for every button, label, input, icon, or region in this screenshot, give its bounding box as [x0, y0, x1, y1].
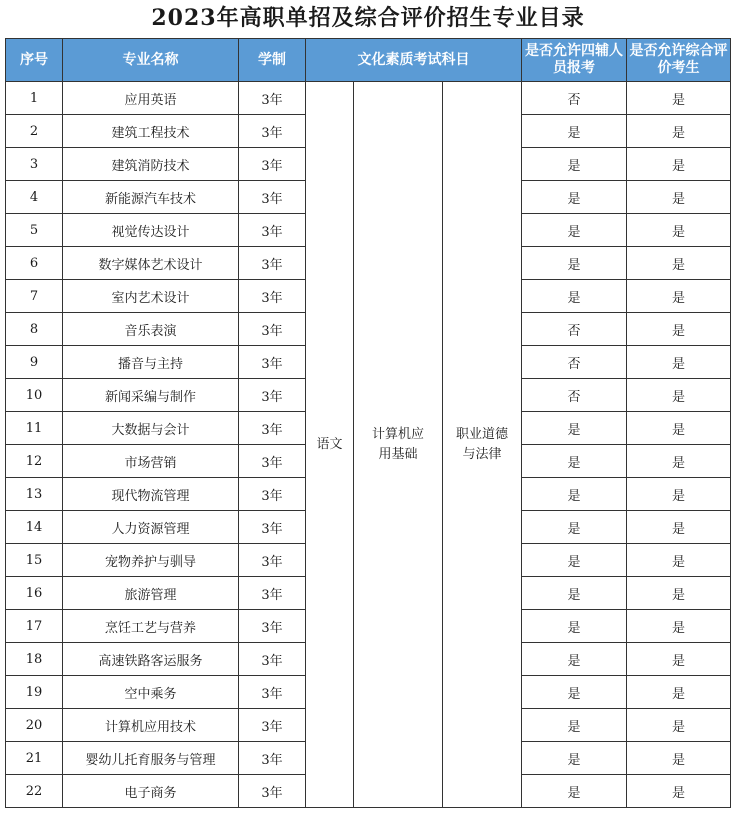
header-row	[6, 39, 731, 82]
header-exam-subjects: 文化素质考试科目	[306, 39, 522, 82]
row-allow-comprehensive: 是	[627, 478, 731, 511]
row-duration: 3年	[239, 115, 306, 148]
row-major-name: 视觉传达设计	[63, 214, 239, 247]
row-allow-siyu: 否	[522, 313, 627, 346]
row-index: 8	[6, 313, 63, 346]
row-index: 18	[6, 643, 63, 676]
row-duration: 3年	[239, 280, 306, 313]
row-index: 17	[6, 610, 63, 643]
row-duration: 3年	[239, 544, 306, 577]
row-allow-siyu: 是	[522, 181, 627, 214]
row-duration: 3年	[239, 577, 306, 610]
row-index: 6	[6, 247, 63, 280]
row-duration: 3年	[239, 775, 306, 808]
row-index: 1	[6, 82, 63, 115]
row-duration: 3年	[239, 214, 306, 247]
row-major-name: 现代物流管理	[63, 478, 239, 511]
row-allow-siyu: 是	[522, 412, 627, 445]
row-allow-siyu: 否	[522, 346, 627, 379]
row-duration: 3年	[239, 313, 306, 346]
row-allow-comprehensive: 是	[627, 82, 731, 115]
row-index: 14	[6, 511, 63, 544]
header-allow-comprehensive: 是否允许综合评价考生	[627, 39, 731, 82]
row-allow-siyu: 否	[522, 379, 627, 412]
row-major-name: 市场营销	[63, 445, 239, 478]
row-allow-siyu: 是	[522, 544, 627, 577]
row-major-name: 建筑消防技术	[63, 148, 239, 181]
row-major-name: 电子商务	[63, 775, 239, 808]
row-allow-comprehensive: 是	[627, 775, 731, 808]
row-index: 22	[6, 775, 63, 808]
row-index: 10	[6, 379, 63, 412]
row-index: 11	[6, 412, 63, 445]
row-duration: 3年	[239, 643, 306, 676]
row-duration: 3年	[239, 511, 306, 544]
row-allow-siyu: 是	[522, 610, 627, 643]
row-duration: 3年	[239, 709, 306, 742]
row-allow-comprehensive: 是	[627, 511, 731, 544]
row-duration: 3年	[239, 610, 306, 643]
row-allow-siyu: 是	[522, 709, 627, 742]
row-allow-comprehensive: 是	[627, 676, 731, 709]
row-duration: 3年	[239, 412, 306, 445]
row-major-name: 应用英语	[63, 82, 239, 115]
row-duration: 3年	[239, 742, 306, 775]
row-allow-comprehensive: 是	[627, 412, 731, 445]
row-allow-comprehensive: 是	[627, 742, 731, 775]
row-allow-comprehensive: 是	[627, 577, 731, 610]
row-allow-siyu: 是	[522, 478, 627, 511]
row-major-name: 旅游管理	[63, 577, 239, 610]
row-allow-siyu: 是	[522, 214, 627, 247]
row-major-name: 大数据与会计	[63, 412, 239, 445]
exam-subject-computer: 计算机应用基础	[354, 82, 443, 808]
row-major-name: 建筑工程技术	[63, 115, 239, 148]
row-allow-siyu: 是	[522, 676, 627, 709]
row-index: 20	[6, 709, 63, 742]
row-allow-comprehensive: 是	[627, 115, 731, 148]
row-index: 9	[6, 346, 63, 379]
row-major-name: 新能源汽车技术	[63, 181, 239, 214]
row-duration: 3年	[239, 247, 306, 280]
row-index: 4	[6, 181, 63, 214]
row-index: 3	[6, 148, 63, 181]
row-index: 21	[6, 742, 63, 775]
row-index: 13	[6, 478, 63, 511]
row-allow-siyu: 是	[522, 775, 627, 808]
row-major-name: 室内艺术设计	[63, 280, 239, 313]
row-major-name: 新闻采编与制作	[63, 379, 239, 412]
row-allow-comprehensive: 是	[627, 379, 731, 412]
header-allow-siyu: 是否允许四辅人员报考	[522, 39, 627, 82]
row-allow-siyu: 否	[522, 82, 627, 115]
row-index: 7	[6, 280, 63, 313]
row-allow-comprehensive: 是	[627, 214, 731, 247]
exam-subject-chinese: 语文	[306, 82, 354, 808]
exam-subject-ethics-law: 职业道德与法律	[443, 82, 522, 808]
header-major: 专业名称	[63, 39, 239, 82]
row-duration: 3年	[239, 445, 306, 478]
row-index: 12	[6, 445, 63, 478]
row-duration: 3年	[239, 82, 306, 115]
table-row	[6, 82, 731, 115]
row-major-name: 高速铁路客运服务	[63, 643, 239, 676]
row-index: 15	[6, 544, 63, 577]
row-major-name: 音乐表演	[63, 313, 239, 346]
row-duration: 3年	[239, 148, 306, 181]
row-major-name: 烹饪工艺与营养	[63, 610, 239, 643]
row-index: 19	[6, 676, 63, 709]
row-allow-siyu: 是	[522, 577, 627, 610]
row-duration: 3年	[239, 346, 306, 379]
row-major-name: 数字媒体艺术设计	[63, 247, 239, 280]
row-major-name: 人力资源管理	[63, 511, 239, 544]
row-major-name: 空中乘务	[63, 676, 239, 709]
row-duration: 3年	[239, 181, 306, 214]
row-major-name: 播音与主持	[63, 346, 239, 379]
page-title: 2023年高职单招及综合评价招生专业目录	[151, 5, 585, 31]
row-allow-siyu: 是	[522, 280, 627, 313]
row-major-name: 宠物养护与驯导	[63, 544, 239, 577]
row-allow-siyu: 是	[522, 742, 627, 775]
row-index: 2	[6, 115, 63, 148]
row-index: 5	[6, 214, 63, 247]
row-allow-comprehensive: 是	[627, 445, 731, 478]
row-allow-comprehensive: 是	[627, 181, 731, 214]
row-allow-siyu: 是	[522, 445, 627, 478]
row-duration: 3年	[239, 379, 306, 412]
row-allow-comprehensive: 是	[627, 346, 731, 379]
row-allow-siyu: 是	[522, 148, 627, 181]
row-allow-comprehensive: 是	[627, 610, 731, 643]
row-allow-comprehensive: 是	[627, 709, 731, 742]
header-index: 序号	[6, 39, 63, 82]
row-major-name: 计算机应用技术	[63, 709, 239, 742]
header-duration: 学制	[239, 39, 306, 82]
row-major-name: 婴幼儿托育服务与管理	[63, 742, 239, 775]
row-allow-comprehensive: 是	[627, 280, 731, 313]
row-allow-siyu: 是	[522, 115, 627, 148]
row-allow-comprehensive: 是	[627, 643, 731, 676]
major-catalog-table	[5, 38, 731, 808]
row-duration: 3年	[239, 676, 306, 709]
row-allow-comprehensive: 是	[627, 148, 731, 181]
row-allow-comprehensive: 是	[627, 313, 731, 346]
row-duration: 3年	[239, 478, 306, 511]
row-allow-siyu: 是	[522, 247, 627, 280]
row-allow-comprehensive: 是	[627, 247, 731, 280]
row-allow-comprehensive: 是	[627, 544, 731, 577]
row-allow-siyu: 是	[522, 643, 627, 676]
row-index: 16	[6, 577, 63, 610]
row-allow-siyu: 是	[522, 511, 627, 544]
